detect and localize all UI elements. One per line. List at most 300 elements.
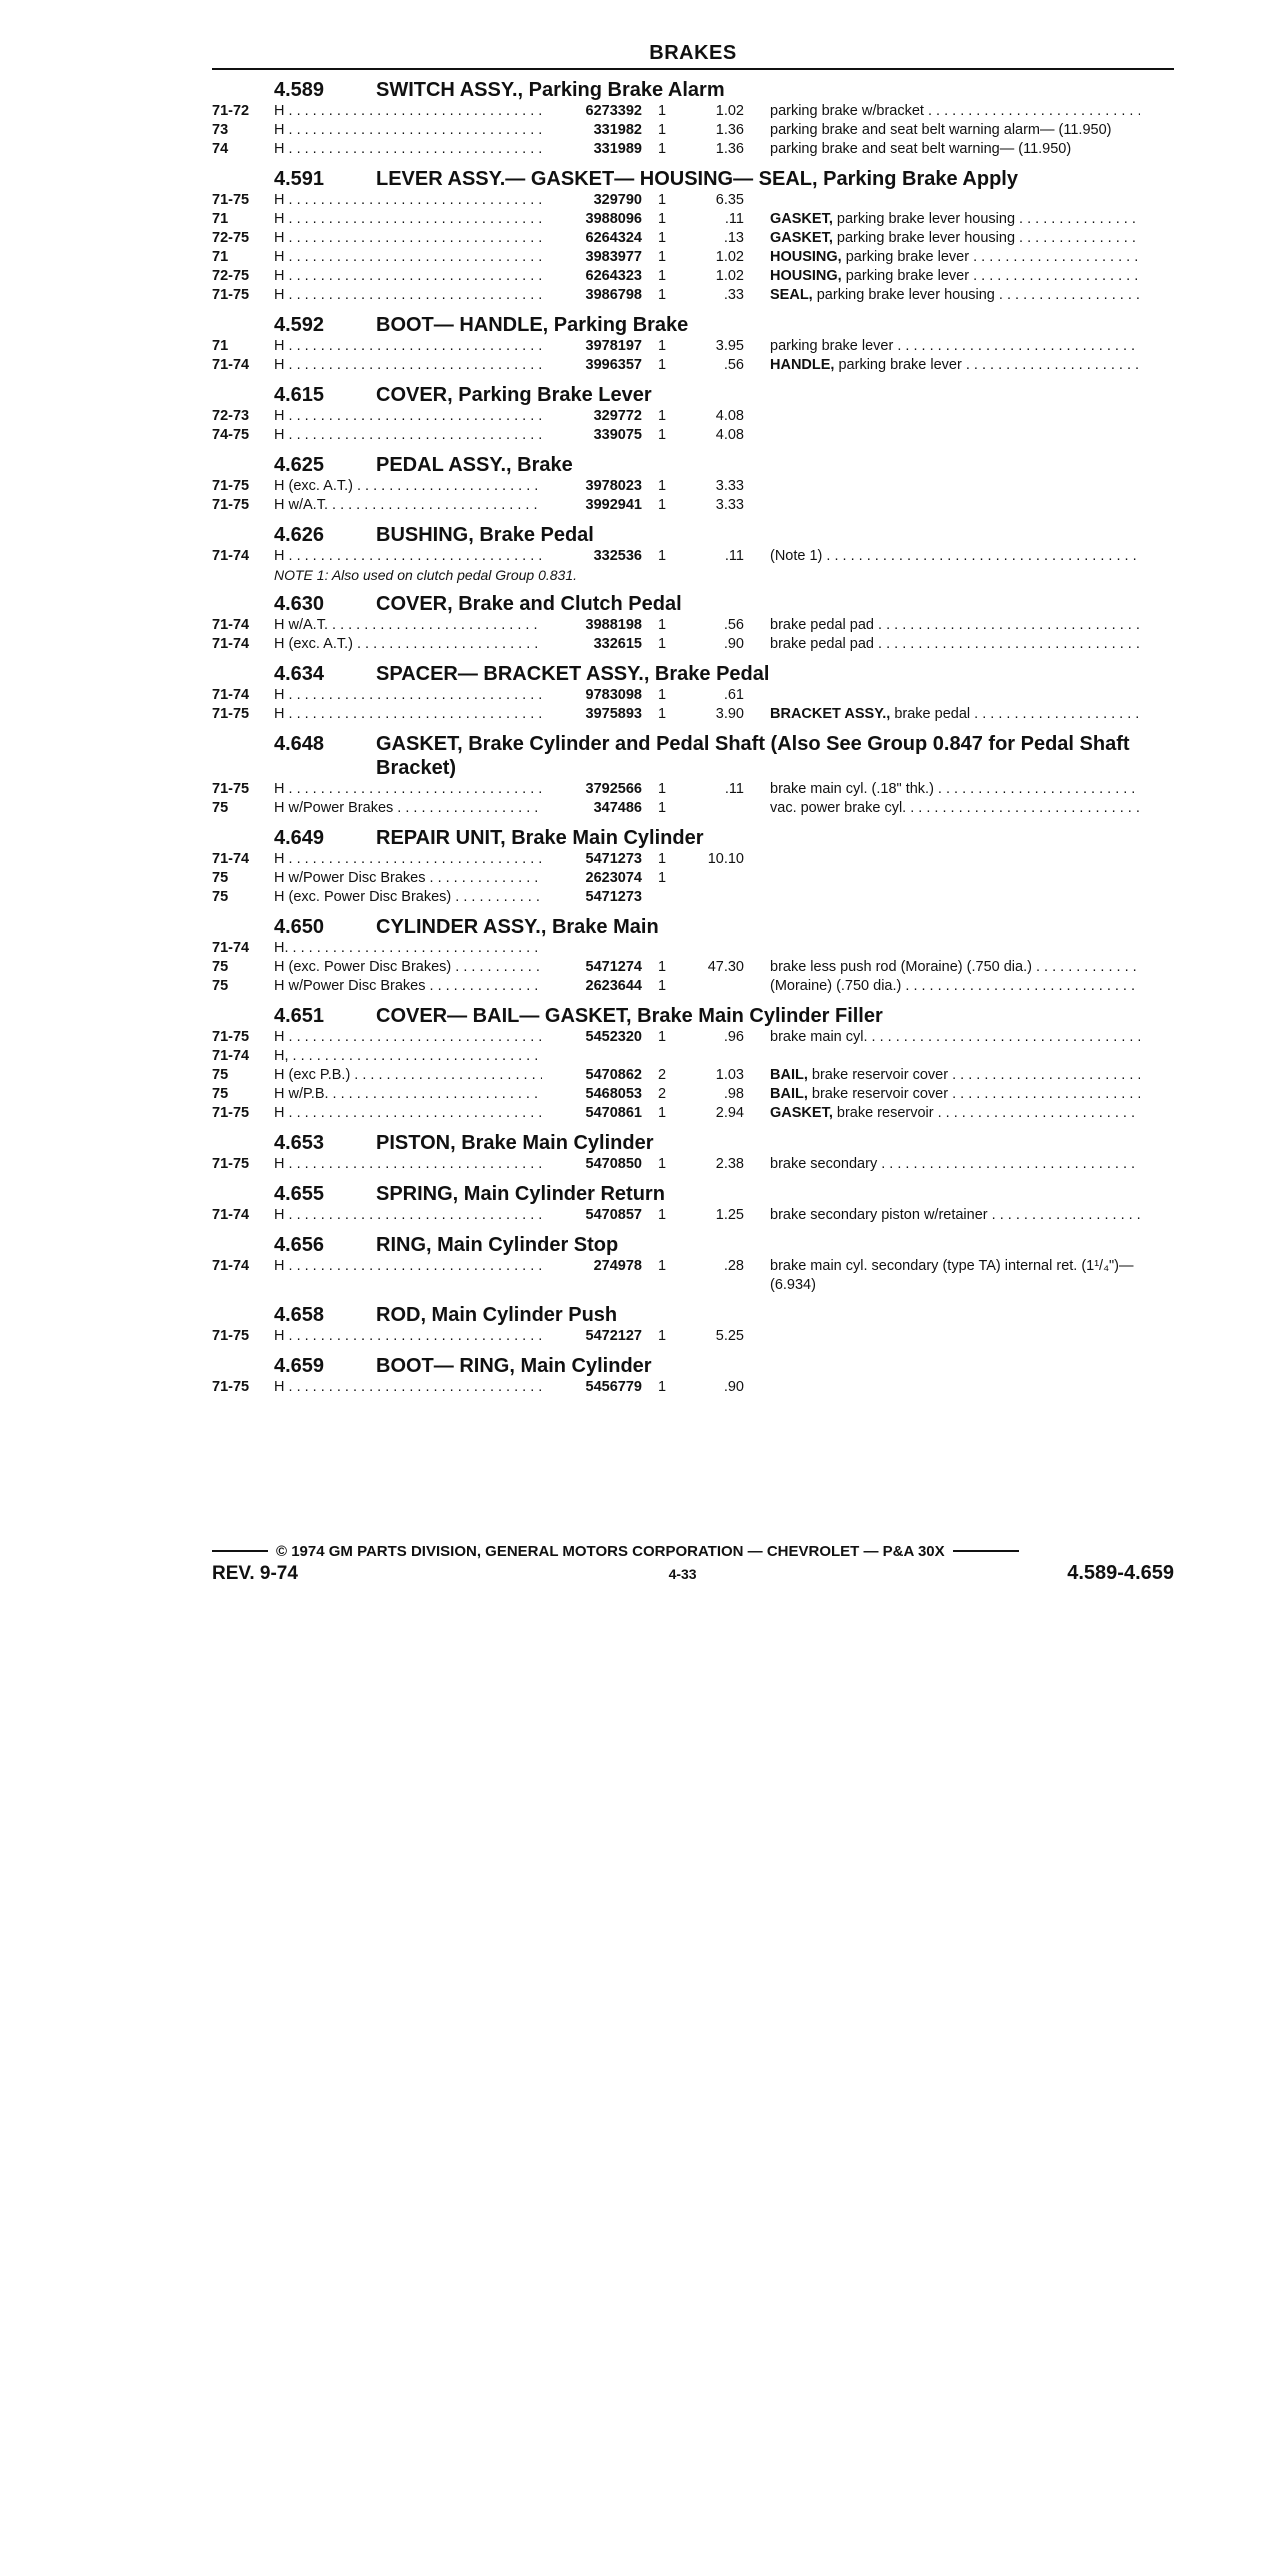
quantity: 1 [657, 851, 667, 867]
model-years: 71-75 [212, 287, 250, 303]
model-years: 71-75 [212, 478, 250, 494]
group-number: 4.650 [274, 916, 325, 938]
price: .33 [723, 287, 744, 303]
group-title: COVER, Parking Brake Lever [376, 384, 652, 406]
price: 10.10 [707, 851, 744, 867]
group-title: BUSHING, Brake Pedal [376, 524, 594, 546]
group-heading [212, 1303, 1174, 1327]
part-number: 339075 [593, 427, 642, 443]
quantity: 1 [657, 1328, 667, 1344]
group-number: 4.630 [274, 593, 325, 615]
group-heading [212, 1354, 1174, 1378]
part-number: 3986798 [585, 287, 642, 303]
group-title: BOOT— RING, Main Cylinder [376, 1355, 652, 1377]
quantity: 1 [657, 427, 667, 443]
part-description [770, 229, 1140, 248]
price: 3.90 [715, 706, 744, 722]
model-name: H (exc. Power Disc Brakes) . . . [274, 958, 542, 977]
model-name: H (exc. A.T.) . . . [274, 635, 542, 654]
part-number: 5471274 [585, 959, 642, 975]
model-name: H . . . [274, 705, 542, 724]
model-years: 71-74 [212, 1048, 250, 1064]
part-number: 3983977 [585, 249, 642, 265]
quantity: 1 [657, 706, 667, 722]
description-text: vac. power brake cyl. [770, 800, 907, 816]
part-description [770, 1155, 1140, 1174]
model-name: H . . . [274, 140, 542, 159]
quantity: 1 [657, 211, 667, 227]
group-heading [212, 662, 1174, 686]
quantity [642, 888, 682, 907]
group-heading [212, 1233, 1174, 1257]
part-number: 3988198 [585, 617, 642, 633]
part-number: 5471273 [585, 889, 642, 905]
part-description [770, 850, 1140, 869]
part-row [212, 1155, 1174, 1174]
parts-group [212, 915, 1174, 996]
quantity: 1 [657, 1156, 667, 1172]
model-years: 71-74 [212, 1258, 250, 1274]
description-text: brake pedal pad [770, 636, 874, 652]
group-heading [212, 1004, 1174, 1028]
parts-group [212, 732, 1174, 818]
model-name: H . . . [274, 1206, 542, 1225]
model-years: 71 [212, 211, 229, 227]
part-description [770, 780, 1140, 799]
model-name: H . . . [274, 1257, 542, 1276]
description-text: parking brake lever [838, 357, 962, 373]
quantity: 1 [657, 870, 667, 886]
group-heading [212, 383, 1174, 407]
price: .61 [723, 687, 744, 703]
part-description [770, 888, 1140, 907]
quantity: 1 [657, 781, 667, 797]
price: 1.02 [715, 103, 744, 119]
price: .11 [724, 781, 744, 797]
part-description [770, 210, 1140, 229]
part-row [212, 121, 1174, 140]
model-name: H . . . [274, 248, 542, 267]
description-keyword: GASKET, [770, 211, 833, 227]
part-row [212, 799, 1174, 818]
quantity: 1 [657, 636, 667, 652]
part-description [770, 356, 1140, 375]
price: 1.03 [715, 1067, 744, 1083]
description-text: (Moraine) (.750 dia.) [770, 978, 902, 994]
model-name: H . . . [274, 1327, 542, 1346]
part-row [212, 267, 1174, 286]
parts-group [212, 313, 1174, 375]
parts-group [212, 523, 1174, 584]
part-row [212, 1257, 1174, 1295]
part-row [212, 229, 1174, 248]
group-number: 4.591 [274, 168, 325, 190]
parts-group [212, 383, 1174, 445]
part-row [212, 958, 1174, 977]
part-number: 2623074 [585, 870, 642, 886]
description-text: brake pedal pad [770, 617, 874, 633]
footer-rule-left [212, 1550, 268, 1552]
part-number: 3978197 [585, 338, 642, 354]
model-years: 71-72 [212, 103, 250, 119]
description-keyword: GASKET, [770, 230, 833, 246]
model-years: 71-75 [212, 1029, 250, 1045]
description-text: brake secondary [770, 1156, 878, 1172]
model-name: H w/A.T. . . . [274, 616, 542, 635]
price [682, 888, 744, 907]
model-years: 71-74 [212, 1207, 250, 1223]
part-number: 5470857 [585, 1207, 642, 1223]
group-number: 4.625 [274, 454, 325, 476]
price: .98 [723, 1086, 744, 1102]
group-heading [212, 313, 1174, 337]
model-years: 74-75 [212, 427, 250, 443]
model-years: 71-75 [212, 497, 250, 513]
part-description [770, 496, 1140, 515]
description-keyword: BAIL, [770, 1067, 808, 1083]
part-row [212, 1206, 1174, 1225]
part-number: 3996357 [585, 357, 642, 373]
part-row [212, 1327, 1174, 1346]
description-text: brake pedal [894, 706, 971, 722]
model-name: H . . . [274, 547, 542, 566]
part-number: 274978 [593, 1258, 642, 1274]
price: .96 [723, 1029, 744, 1045]
model-name: H . . . [274, 1028, 542, 1047]
parts-group [212, 1354, 1174, 1397]
page-number: 4-33 [668, 1566, 697, 1582]
part-number: 5472127 [585, 1328, 642, 1344]
part-number: 332536 [593, 548, 642, 564]
part-row [212, 356, 1174, 375]
group-heading [212, 826, 1174, 850]
part-row [212, 616, 1174, 635]
description-text: brake reservoir cover [811, 1086, 949, 1102]
part-row [212, 496, 1174, 515]
part-description [770, 140, 1140, 159]
model-years: 71-75 [212, 1156, 250, 1172]
model-name: H . . . [274, 102, 542, 121]
part-description [770, 616, 1140, 635]
model-years: 71-74 [212, 687, 250, 703]
quantity: 1 [657, 959, 667, 975]
group-title: ROD, Main Cylinder Push [376, 1304, 618, 1326]
parts-catalog-page [212, 40, 1174, 1397]
description-text: brake main cyl. (.18" thk.) [770, 781, 934, 797]
part-number: 5471273 [585, 851, 642, 867]
revision-label: REV. 9-74 [212, 1563, 298, 1584]
price: 3.33 [715, 497, 744, 513]
quantity: 1 [657, 1379, 667, 1395]
group-heading [212, 1131, 1174, 1155]
description-text: parking brake lever [770, 338, 894, 354]
description-keyword: GASKET, [770, 1105, 833, 1121]
price: 2.94 [715, 1105, 744, 1121]
header-rule [212, 68, 1174, 70]
part-row [212, 780, 1174, 799]
description-keyword: BRACKET ASSY., [770, 706, 891, 722]
group-range: 4.589-4.659 [1067, 1562, 1174, 1584]
quantity: 1 [657, 357, 667, 373]
part-description [770, 121, 1140, 140]
model-name: H . . . [274, 286, 542, 305]
description-text: brake less push rod (Moraine) (.750 dia.) [770, 959, 1032, 975]
price [682, 869, 744, 888]
part-row [212, 426, 1174, 445]
group-number: 4.648 [274, 733, 325, 755]
part-row [212, 248, 1174, 267]
part-number: 347486 [593, 800, 642, 816]
copyright-text: © 1974 GM PARTS DIVISION, GENERAL MOTORS CORPORATION — CHEVROLET — P&A 30X [276, 1542, 945, 1560]
group-number: 4.589 [274, 79, 325, 101]
model-name: H . . . [274, 426, 542, 445]
price [682, 1047, 744, 1066]
model-years: 71-75 [212, 781, 250, 797]
price [682, 977, 744, 996]
group-number: 4.651 [274, 1005, 325, 1027]
group-heading [212, 732, 1174, 780]
model-name: H w/Power Disc Brakes . . . [274, 869, 542, 888]
description-keyword: SEAL, [770, 287, 813, 303]
page-title: BRAKES [649, 42, 737, 64]
part-row [212, 286, 1174, 305]
part-row [212, 1104, 1174, 1123]
model-years: 71-75 [212, 1105, 250, 1121]
description-text: parking brake lever [845, 268, 970, 284]
model-name: H . . . [274, 191, 542, 210]
model-name: H . . . [274, 121, 542, 140]
model-years: 71-75 [212, 192, 250, 208]
part-number: 5468053 [585, 1086, 642, 1102]
quantity: 1 [657, 478, 667, 494]
group-title: GASKET, Brake Cylinder and Pedal Shaft (Also See Group 0.847 for Pedal Shaft Bracket) [376, 733, 1130, 779]
part-row [212, 337, 1174, 356]
model-name: H, . . . [274, 1047, 542, 1066]
parts-group [212, 167, 1174, 305]
price: 3.33 [715, 478, 744, 494]
model-years: 71-74 [212, 636, 250, 652]
part-description [770, 407, 1140, 426]
parts-group [212, 826, 1174, 907]
group-number: 4.649 [274, 827, 325, 849]
part-description [770, 1047, 1140, 1066]
model-name: H . . . [274, 1378, 542, 1397]
part-number: 9783098 [585, 687, 642, 703]
part-number [542, 1047, 642, 1066]
part-description [770, 1104, 1140, 1123]
description-keyword: HANDLE, [770, 357, 835, 373]
part-row [212, 477, 1174, 496]
group-title: PEDAL ASSY., Brake [376, 454, 573, 476]
part-number: 329772 [593, 408, 642, 424]
part-number: 332615 [593, 636, 642, 652]
price: .90 [723, 636, 744, 652]
part-description [770, 1327, 1140, 1346]
group-title: LEVER ASSY.— GASKET— HOUSING— SEAL, Parking Brake Apply [376, 168, 1018, 190]
model-years: 75 [212, 1067, 229, 1083]
parts-group [212, 662, 1174, 724]
parts-group [212, 78, 1174, 159]
part-row [212, 888, 1174, 907]
part-description [770, 1085, 1140, 1104]
model-years: 71-74 [212, 548, 250, 564]
price: 1.02 [715, 249, 744, 265]
model-years: 71-75 [212, 706, 250, 722]
model-years: 71 [212, 249, 229, 265]
price: .13 [723, 230, 744, 246]
description-text: (Note 1) [770, 548, 823, 564]
quantity: 1 [657, 103, 667, 119]
price: .11 [724, 548, 744, 564]
page-footer [212, 1540, 1174, 1585]
price: 3.95 [715, 338, 744, 354]
model-name: H . . . [274, 780, 542, 799]
part-description [770, 977, 1140, 996]
quantity: 2 [657, 1067, 667, 1083]
description-text: brake main cyl. secondary (type TA) internal ret. (1¹/₄")— (6.934) [770, 1258, 1134, 1293]
price: .56 [723, 357, 744, 373]
quantity: 1 [657, 687, 667, 703]
group-heading [212, 592, 1174, 616]
group-title: SWITCH ASSY., Parking Brake Alarm [376, 79, 725, 101]
quantity: 1 [657, 1105, 667, 1121]
part-description [770, 337, 1140, 356]
quantity: 1 [657, 268, 667, 284]
quantity: 1 [657, 141, 667, 157]
model-name: H (exc. Power Disc Brakes) . . . [274, 888, 542, 907]
model-name: H. . . . [274, 939, 542, 958]
part-number: 5452320 [585, 1029, 642, 1045]
part-row [212, 210, 1174, 229]
model-name: H (exc. A.T.) . . . [274, 477, 542, 496]
part-description [770, 102, 1140, 121]
quantity [642, 1047, 682, 1066]
part-row [212, 1047, 1174, 1066]
part-description [770, 958, 1140, 977]
model-years: 71-75 [212, 1379, 250, 1395]
group-title: PISTON, Brake Main Cylinder [376, 1132, 654, 1154]
description-text: parking brake lever housing [816, 287, 995, 303]
group-heading [212, 167, 1174, 191]
model-name: H . . . [274, 356, 542, 375]
parts-group [212, 453, 1174, 515]
parts-group [212, 1131, 1174, 1174]
group-title: RING, Main Cylinder Stop [376, 1234, 619, 1256]
part-row [212, 140, 1174, 159]
model-years: 71-75 [212, 1328, 250, 1344]
part-number: 3975893 [585, 706, 642, 722]
quantity: 1 [657, 978, 667, 994]
model-years: 75 [212, 978, 229, 994]
part-description [770, 1028, 1140, 1047]
part-row [212, 547, 1174, 566]
copyright-line [212, 1540, 1174, 1562]
group-heading [212, 1182, 1174, 1206]
quantity: 1 [657, 548, 667, 564]
part-number: 5470861 [585, 1105, 642, 1121]
description-text: parking brake and seat belt warning— (11.950) [770, 141, 1072, 157]
part-row [212, 1066, 1174, 1085]
part-row [212, 850, 1174, 869]
part-row [212, 977, 1174, 996]
description-keyword: BAIL, [770, 1086, 808, 1102]
model-name: H . . . [274, 1104, 542, 1123]
model-name: H . . . [274, 210, 542, 229]
price: .11 [724, 211, 744, 227]
price: 1.02 [715, 268, 744, 284]
group-title: COVER, Brake and Clutch Pedal [376, 593, 682, 615]
group-note: NOTE 1: Also used on clutch pedal Group 0.831. [274, 567, 577, 583]
price: 1.36 [715, 122, 744, 138]
group-number: 4.634 [274, 663, 325, 685]
group-number: 4.656 [274, 1234, 325, 1256]
group-heading [212, 453, 1174, 477]
group-title: REPAIR UNIT, Brake Main Cylinder [376, 827, 704, 849]
model-name: H w/P.B. . . . [274, 1085, 542, 1104]
model-years: 75 [212, 1086, 229, 1102]
model-name: H (exc P.B.) . . . [274, 1066, 542, 1085]
model-years: 75 [212, 959, 229, 975]
price: .28 [723, 1258, 744, 1274]
part-number: 331982 [593, 122, 642, 138]
description-keyword: HOUSING, [770, 249, 842, 265]
part-number: 329790 [593, 192, 642, 208]
part-number [542, 939, 642, 958]
parts-group [212, 1303, 1174, 1346]
quantity [642, 939, 682, 958]
part-description [770, 286, 1140, 305]
model-name: H . . . [274, 407, 542, 426]
part-description [770, 426, 1140, 445]
model-years: 72-75 [212, 268, 250, 284]
model-years: 71-74 [212, 357, 250, 373]
price: .90 [723, 1379, 744, 1395]
part-description [770, 1066, 1140, 1085]
description-text: parking brake lever housing [836, 230, 1016, 246]
part-row [212, 635, 1174, 654]
quantity: 2 [657, 1086, 667, 1102]
quantity: 1 [657, 122, 667, 138]
part-row [212, 939, 1174, 958]
part-number: 3992941 [585, 497, 642, 513]
model-name: H . . . [274, 229, 542, 248]
part-number: 331989 [593, 141, 642, 157]
part-description [770, 799, 1140, 818]
description-text: parking brake and seat belt warning alarm— (11.950) [770, 122, 1112, 138]
part-description [770, 1206, 1140, 1225]
part-description [770, 1378, 1140, 1397]
quantity: 1 [657, 338, 667, 354]
description-text: brake reservoir cover [811, 1067, 949, 1083]
part-description [770, 248, 1140, 267]
group-title: SPRING, Main Cylinder Return [376, 1183, 665, 1205]
model-years: 71 [212, 338, 229, 354]
model-years: 71-74 [212, 851, 250, 867]
part-number: 6273392 [585, 103, 642, 119]
part-row [212, 705, 1174, 724]
part-number: 6264324 [585, 230, 642, 246]
part-number: 3978023 [585, 478, 642, 494]
price: 2.38 [715, 1156, 744, 1172]
group-heading [212, 523, 1174, 547]
quantity: 1 [657, 249, 667, 265]
part-row [212, 1028, 1174, 1047]
model-years: 75 [212, 870, 229, 886]
part-description [770, 705, 1140, 724]
model-name: H w/A.T. . . . [274, 496, 542, 515]
price [682, 939, 744, 958]
sections-container [212, 78, 1174, 1397]
